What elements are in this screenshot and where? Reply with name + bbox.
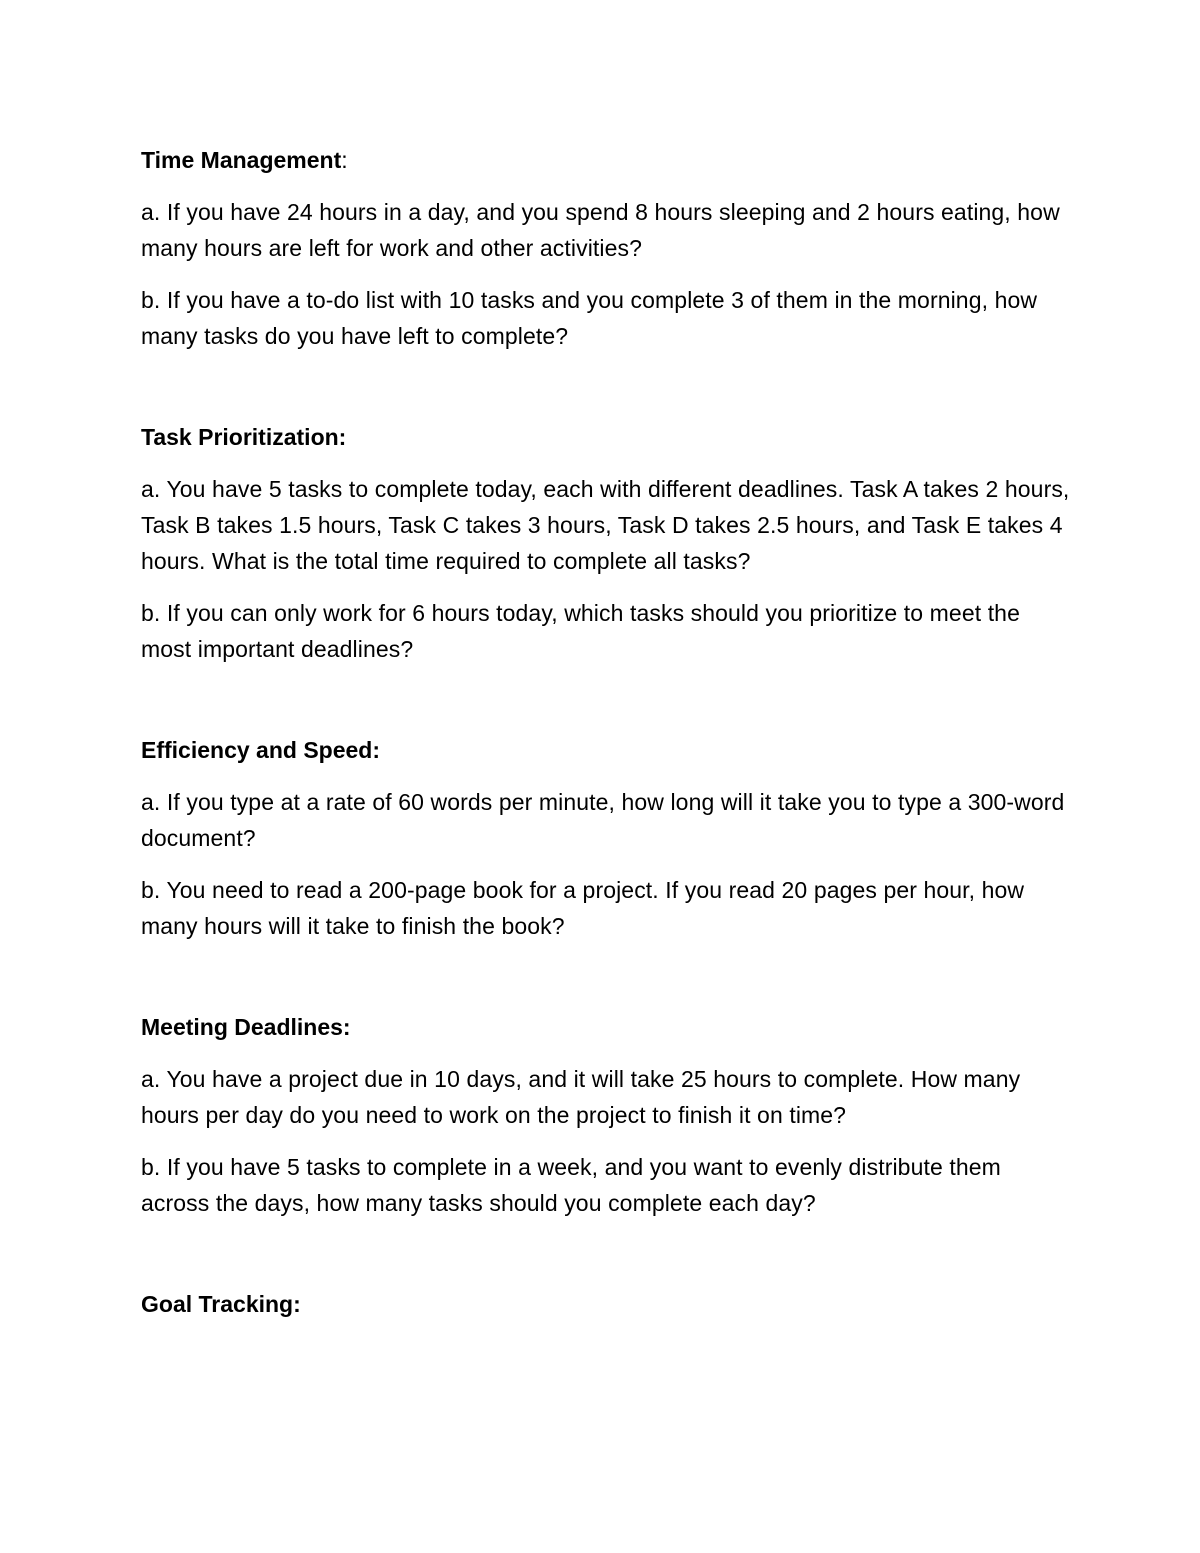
question-item: b. If you have 5 tasks to complete in a week, and you want to evenly distribute them across the days, how many tasks should you complete each day?	[141, 1154, 1001, 1216]
question-item: b. You need to read a 200-page book for a project. If you read 20 pages per hour, how many hours will it take to finish the book?	[141, 877, 1025, 939]
section-time-management	[141, 142, 1071, 354]
question-item: a. You have 5 tasks to complete today, each with different deadlines. Task A takes 2 hours, Task B takes 1.5 hours, Task C takes 3 hours, Task D takes 2.5 hours, and Task E takes 4 hours. What is the total time required to complete all tasks?	[141, 476, 1070, 574]
section-meeting-deadlines	[141, 1009, 1071, 1221]
question-item: a. If you type at a rate of 60 words per minute, how long will it take you to type a 300-word document?	[141, 789, 1065, 851]
question-item: b. If you have a to-do list with 10 tasks and you complete 3 of them in the morning, how many tasks do you have left to complete?	[141, 287, 1038, 349]
section-heading: Efficiency and Speed:	[141, 737, 381, 763]
question-item: b. If you can only work for 6 hours today, which tasks should you prioritize to meet the most important deadlines?	[141, 600, 1020, 662]
section-task-prioritization	[141, 419, 1071, 667]
section-efficiency-and-speed	[141, 732, 1071, 944]
question-item: a. If you have 24 hours in a day, and you spend 8 hours sleeping and 2 hours eating, how many hours are left for work and other activities?	[141, 199, 1060, 261]
section-goal-tracking	[141, 1286, 1071, 1322]
section-heading	[141, 142, 1071, 178]
question-item: a. You have a project due in 10 days, and it will take 25 hours to complete. How many hours per day do you need to work on the project to finish it on time?	[141, 1066, 1021, 1128]
section-heading: Meeting Deadlines:	[141, 1014, 351, 1040]
document-body	[141, 142, 1071, 1322]
heading-suffix: :	[341, 147, 348, 173]
section-heading: Task Prioritization:	[141, 424, 347, 450]
heading-text: Time Management	[141, 147, 342, 173]
section-heading: Goal Tracking:	[141, 1291, 301, 1317]
